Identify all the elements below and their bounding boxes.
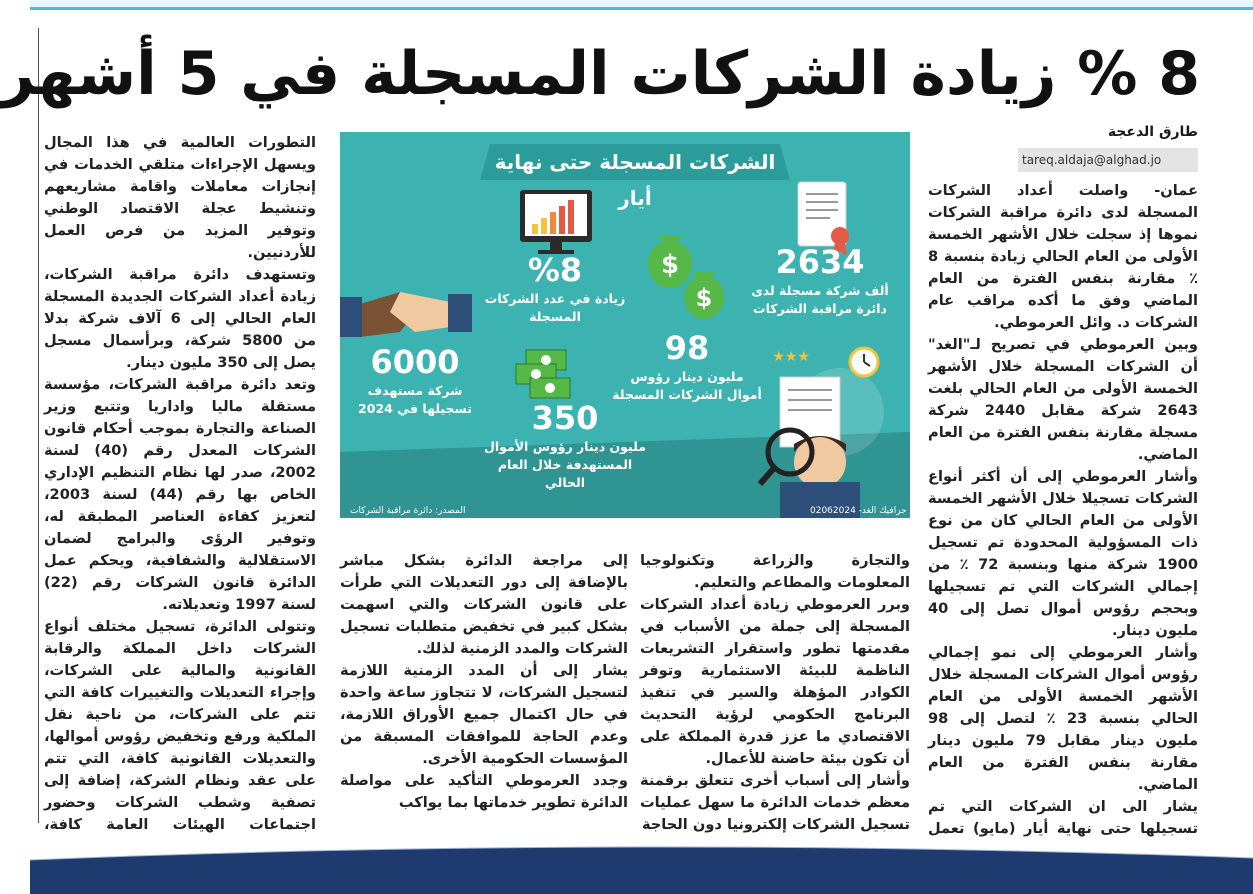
monitor-bar-chart-icon: [520, 190, 592, 254]
left-column-rule: [38, 28, 39, 823]
stat-value: 350: [531, 399, 599, 437]
article-column-3: [340, 550, 628, 830]
paragraph: وأشار العرموطي إلى نمو إجمالي رؤوس أموال الشركات المسجلة خلال الأشهر الخمسة الأولى من العام الحالي بنسبة 23 ٪ لتصل إلى 98 مليون دينار مقابل 79 مليون دينار مقارنة بنفس الفترة من العام الماضي.: [928, 644, 1198, 793]
author-name: طارق الدعجة: [1107, 124, 1198, 140]
top-banner-strip: [30, 0, 1253, 10]
stat-value: %8: [527, 251, 583, 289]
page-footer-wave: [30, 840, 1253, 894]
paragraph: وبين العرموطي في تصريح لـ"الغد" أن الشركات المسجلة خلال الأشهر الخمسة الأولى من العام الحالي بلغت 2643 شركة مقابل 2440 شركة مسجلة مقارنة بنفس الفترة من العام الماضي.: [928, 336, 1198, 463]
stat-value: 2634: [775, 243, 865, 281]
paragraph: والتجارة والزراعة وتكنولوجيا المعلومات والمطاعم والتعليم.: [640, 552, 910, 591]
footer-wave-shape: [30, 840, 1253, 894]
infographic-title: الشركات المسجلة حتى نهاية أيار: [494, 150, 776, 210]
stat-growth-percent: [480, 250, 630, 326]
article-column-4: [44, 132, 316, 832]
paragraph: وتتولى الدائرة، تسجيل مختلف أنواع الشركات داخل المملكة والرقابة القانونية والمالية على الشركات، وإجراء التعديلات والتغييرات كافة التي تتم على الشركات، من ناحية نقل الملكية ورفع وتخفيض رؤوس أموالها، والتعديلات القانونية كافة، التي تتم على عقد ونظام الشركة، إضافة إلى تصفية وشطب الشركات وحضور اجتماعات الهيئات العامة كافة،: [44, 618, 316, 833]
stat-label: ألف شركة مسجلة لدى دائرة مراقبة الشركات: [751, 283, 889, 316]
article-column-2: [640, 550, 910, 833]
svg-text:$: $: [695, 284, 713, 312]
stat-value: 6000: [370, 343, 460, 381]
paragraph: يشار إلى أن المدد الزمنية اللازمة لتسجيل الشركات، لا تتجاوز ساعة واحدة في حال اكتمال جميع الأوراق اللازمة، وعدم الحاجة للموافقات المسبقة من المؤسسات الحكومية الأخرى.: [340, 662, 628, 767]
stat-target-companies: [350, 342, 480, 418]
money-bags-icon: [648, 236, 724, 319]
stat-label: شركة مستهدف تسجيلها في 2024: [358, 383, 472, 416]
article-column-1: [928, 180, 1198, 837]
paragraph: وتعد دائرة مراقبة الشركات، مؤسسة مستقلة ماليا واداريا وتتبع وزير الصناعة والتجارة بموجب أحكام قانون الشركات المعدل رقم (40) لسنة 2002، صدر لها نظام التنظيم الإداري الخاص بها رقم (44) لسنة 2003، لتعزيز كفاءة العناصر المطبقة له، وتوفير الرؤى والبرامج لضمان الاستقلالية والشفافية، ويحكم عمل الدائرة قانون الشركات رقم (22) لسنة 1997 وتعديلاته.: [44, 376, 317, 613]
paragraph: إلى مراجعة الدائرة بشكل مباشر بالإضافة إلى دور التعديلات التي طرأت على قانون الشركات والتي اسهمت بشكل كبير في تخفيض متطلبات تسجيل الشركات والمدد الزمنية لذلك.: [340, 552, 628, 657]
stat-registered-companies: [745, 242, 895, 318]
stat-label: زيادة في عدد الشركات المسجلة: [484, 291, 626, 324]
handshake-icon: [340, 292, 472, 337]
paragraph: وتستهدف دائرة مراقبة الشركات، زيادة أعداد الشركات الجديدة المسجلة العام الحالي إلى 6 آلاف شركة بدلا من 5800 شركة، وبرأسمال مسجل يصل إلى 350 مليون دينار.: [44, 266, 316, 371]
svg-text:★★★: ★★★: [772, 349, 810, 365]
stat-target-capital: [480, 398, 650, 492]
paragraph: يشار الى ان الشركات التي تم تسجيلها حتى نهاية أيار (مايو) تعمل: [928, 798, 1198, 837]
stat-label: مليون دينار رؤوس أموال الشركات المسجلة: [612, 369, 762, 402]
paragraph: وجدد العرموطي التأكيد على مواصلة الدائرة تطوير خدماتها بما يواكب: [340, 772, 628, 811]
paragraph: وبرر العرموطي زيادة أعداد الشركات المسجلة إلى جملة من الأسباب في مقدمتها تطور واستقرار التشريعات الناظمة للبيئة الاستثمارية وتوفر الكوادر المؤهلة والسير في تنفيذ البرنامج الحكومي لرؤية التحديث الاقتصادي ما عزز قدرة المملكة على أن تكون بيئة حاضنة للأعمال.: [640, 596, 910, 767]
author-email[interactable]: tareq.aldaja@alghad.jo: [1018, 148, 1198, 172]
infographic-source: المصدر: دائرة مراقبة الشركات: [350, 506, 466, 516]
article-headline: 8 % زيادة الشركات المسجلة في 5 أشهر: [0, 39, 1200, 109]
banknotes-icon: [516, 350, 570, 398]
svg-text:$: $: [660, 250, 680, 280]
stat-value: 98: [664, 329, 710, 367]
stat-label: مليون دينار رؤوس الأموال المستهدفة خلال العام الحالي: [484, 439, 646, 490]
stat-capital: [612, 328, 762, 404]
infographic: [340, 132, 910, 518]
paragraph: عمان- واصلت أعداد الشركات المسجلة لدى دائرة مراقبة الشركات نموها إذ سجلت خلال الأشهر الخمسة الأولى من العام الحالي زيادة بنسبة 8 ٪ مقارنة بنفس الفترة من العام الماضي وفق ما أكده مراقب عام الشركات د. وائل العرموطي.: [928, 182, 1198, 331]
paragraph: التطورات العالمية في هذا المجال ويسهل الإجراءات متلقي الخدمات في إنجازات معاملات واقامة مشاريعهم وتنشيط عجلة الاقتصاد الوطني وتوفير المزيد من فرص العمل للأردنيين.: [44, 134, 316, 261]
dateline: عمان-: [1154, 182, 1198, 199]
paragraph: وأشار العرموطي إلى أن أكثر أنواع الشركات تسجيلا خلال الأشهر الخمسة الأولى من العام الحالي كان من نوع ذات المسؤولية المحدودة تم تسجيل 1900 شركة منها وبنسبة 72 ٪ من إجمالي الشركات التي تم تسجيلها وبحجم رؤوس أموال تصل إلى 40 مليون دينار.: [928, 468, 1198, 639]
paragraph: وأشار إلى أسباب أخرى تتعلق برقمنة معظم خدمات الدائرة ما سهل عمليات تسجيل الشركات إلكترونيا دون الحاجة: [640, 772, 910, 833]
infographic-credit: جرافيك الغد- 02062024: [810, 506, 907, 516]
